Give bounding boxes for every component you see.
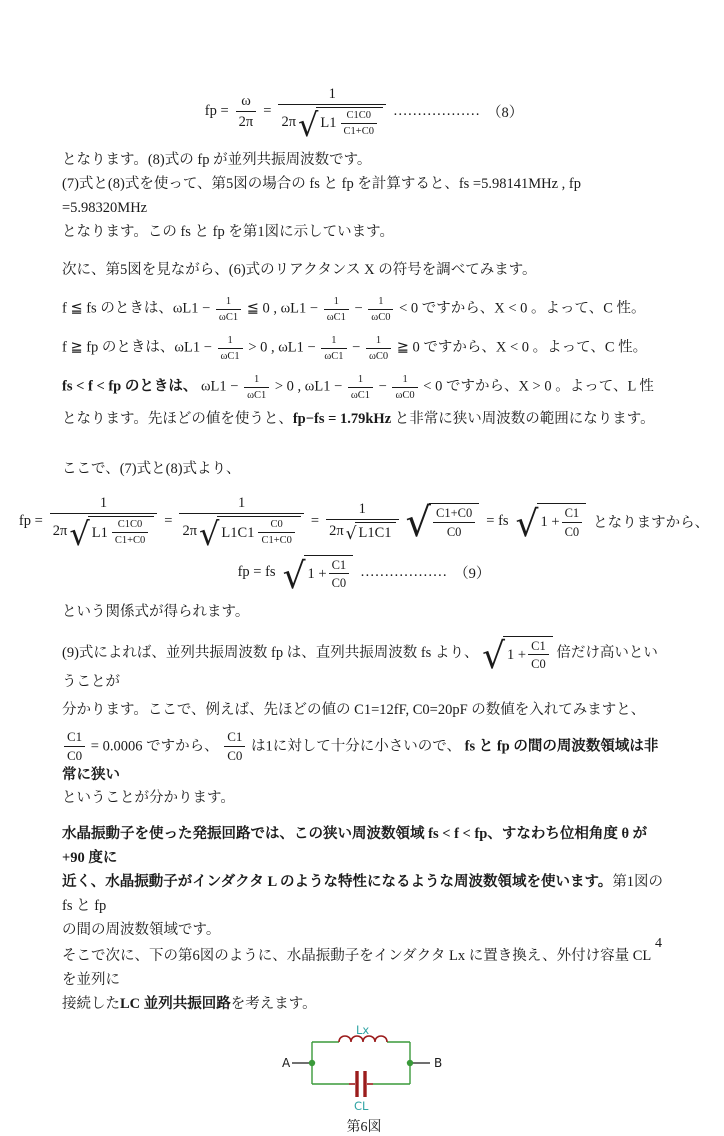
terminal-a-label: A [282, 1056, 291, 1071]
fraction-c1-c0: $\frac{C1}{C0}$ [64, 730, 85, 764]
paragraph-reactance-intro: 次に、第5図を見ながら、(6)式のリアクタンス X の符号を調べてみます。 [62, 261, 537, 278]
text-line: となります。(8)式の fp が並列共振周波数です。 [62, 151, 372, 168]
radical: √ L1C1 [346, 522, 396, 542]
eq8-dots: ……………… [392, 103, 480, 120]
fraction-1-wc1: $\frac{1}{\omega C1}$ [216, 296, 241, 324]
radical: √ L1 C1C0 C1+C0 [69, 516, 154, 547]
fraction-c1c0: C1C0 C1+C0 [341, 110, 377, 138]
chain-term2: 1 2π √ L1C1 C0 C1+C0 [179, 495, 303, 547]
fraction-c1-c0: $\frac{C1}{C0}$ [224, 730, 245, 764]
terminal-b-label: B [434, 1056, 443, 1071]
chain-term1: 1 2π √ L1 C1C0 C1+C0 [50, 495, 158, 547]
text-line: となります。この fs と fp を第1図に示しています。 [62, 223, 394, 240]
radical-1-plus-ratio: √ 1 + $\frac{C1}{C0}$ [482, 636, 553, 672]
eq8-equals: = [263, 103, 272, 120]
text-line: (7)式と(8)式を使って、第5図の場合の fs と fp を計算すると、fs =5.98141MHz , fp =5.98320MHz [62, 175, 581, 216]
figure-6-lc-circuit [62, 1023, 666, 1136]
inequality-line-fs-f-fp: fs < f < fp のときは、 ωL1 − $\frac{1}{\omega C1}$ > 0 , ωL1 − $\frac{1}{\omega C1}$ − $\frac{1}{\omega C0}$ < 0 ですから、X > 0 。よって、L 性 [62, 374, 654, 402]
capacitor-label: CL [354, 1099, 369, 1114]
bold-fp-fs-value: fp−fs = 1.79kHz [292, 411, 392, 428]
page-number: 4 [655, 936, 662, 951]
bold-condition: fs < f < fp のときは、 [62, 378, 198, 395]
paragraph-ratio-value: $\frac{C1}{C0}$ = 0.0006 ですから、 $\frac{C1}{C0}$ は1に対して十分に小さいので、 fs と fp の間の周波数領域は非常に狭い ということが分かります。 [62, 728, 659, 807]
junction-dot-right [407, 1060, 413, 1066]
chain-suffix: となりますから、 [593, 514, 710, 531]
paragraph-relation-obtained: という関係式が得られます。 [62, 603, 250, 620]
radical: √ L1 C1C0 C1+C0 [298, 107, 383, 138]
inductor-label: Lx [356, 1023, 370, 1038]
page-content [18, 0, 710, 1136]
fraction-1-wc0: $\frac{1}{\omega C0}$ [392, 374, 417, 402]
fraction-1-wc0: $\frac{1}{\omega C0}$ [368, 296, 393, 324]
line-fp-minus-fs: となります。先ほどの値を使うと、fp−fs = 1.79kHz と非常に狭い周波数の範囲になります。 [62, 411, 655, 428]
paragraph-eq9-explanation: (9)式によれば、並列共振周波数 fp は、直列共振周波数 fs より、 √ 1 + $\frac{C1}{C0}$ 倍だけ高いということが 分かります。ここで、例えば、先ほどの値の C1=12fF, C0=20pF の数値を入れてみますと、 [62, 636, 658, 718]
radical: √ L1C1 C0 C1+C0 [199, 516, 301, 547]
paragraph-figure6-intro: そこで次に、下の第6図のように、水晶振動子をインダクタ Lx に置き換え、外付け容量 CL を並列に 接続したLC 並列共振回路を考えます。 [62, 948, 651, 1013]
paragraph-oscillator-region: 水晶振動子を使った発振回路では、この狭い周波数領域 fs < f < fp、すなわち位相角度 θ が+90 度に 近く、水晶振動子がインダクタ L のような特性になるような周波数領域を使います。第1図の fs と fp の間の周波数領域です。 [62, 826, 664, 939]
eq8-lhs: fp = [204, 103, 229, 120]
radical-1-plus-ratio: √ 1 + $\frac{C1}{C0}$ [283, 555, 354, 591]
equation-8 [62, 86, 666, 144]
fraction-1-wc1: $\frac{1}{\omega C1}$ [324, 296, 349, 324]
fraction-1-wc1: $\frac{1}{\omega C1}$ [244, 374, 269, 402]
eq8-main-fraction: 1 2π √ L1 C1C0 C1+C0 [278, 86, 386, 138]
inequality-line-f-ge-fp: f ≧ fp のときは、ωL1 − $\frac{1}{\omega C1}$ > 0 , ωL1 − $\frac{1}{\omega C1}$ − $\frac{1}{\omega C0}$ ≧ 0 ですから、X < 0 。よって、C 性。 [62, 334, 648, 362]
inequality-line-f-le-fs: f ≦ fs のときは、ωL1 − $\frac{1}{\omega C1}$ ≦ 0 , ωL1 − $\frac{1}{\omega C1}$ − $\frac{1}{\omega C0}$ < 0 ですから、X < 0 。よって、C 性。 [62, 295, 646, 323]
bold-narrow-region: fs と fp の間の周波数領域は非常に狭い [62, 738, 659, 783]
fraction-omega-2pi: $\frac{\omega}{2\pi}$ [236, 93, 257, 130]
fraction-1-wc1: $\frac{1}{\omega C1}$ [348, 374, 373, 402]
eq9-dots: ……………… [360, 564, 448, 581]
circuit-diagram [279, 1023, 449, 1114]
junction-dot-left [309, 1060, 315, 1066]
fraction-1-wc1: $\frac{1}{\omega C1}$ [218, 335, 243, 363]
fraction-1-wc0: $\frac{1}{\omega C0}$ [366, 335, 391, 363]
radical-1-plus-ratio: √ 1 + $\frac{C1}{C0}$ [516, 503, 587, 539]
equation-9: fp = fs √ 1 + $\frac{C1}{C0}$ ……………… （9） [237, 555, 491, 597]
radical-c1c0-ratio: √ C1+C0 C0 [406, 503, 480, 539]
paragraph-from-7-and-8: ここで、(7)式と(8)式より、 [62, 461, 241, 478]
derivation-chain: fp = 1 2π √ L1 C1C0 C1+C0 = 1 2π √ L1C1 C0 C1+C0 = 1 2π √ L1C1 √ C1+C0 C0 = fs √ 1 + $\frac{C1}{C0}$ となりますから、 [18, 495, 710, 554]
fraction-1-wc1: $\frac{1}{\omega C1}$ [321, 335, 346, 363]
bold-lc-parallel: LC 並列共振回路 [120, 996, 231, 1013]
paragraph-fs-fp-values [62, 148, 666, 244]
eq9-number: （9） [454, 566, 491, 583]
chain-term3: 1 2π √ L1C1 [326, 501, 398, 541]
figure-6-caption: 第6図 [346, 1120, 382, 1136]
eq8-number: （8） [486, 105, 524, 122]
